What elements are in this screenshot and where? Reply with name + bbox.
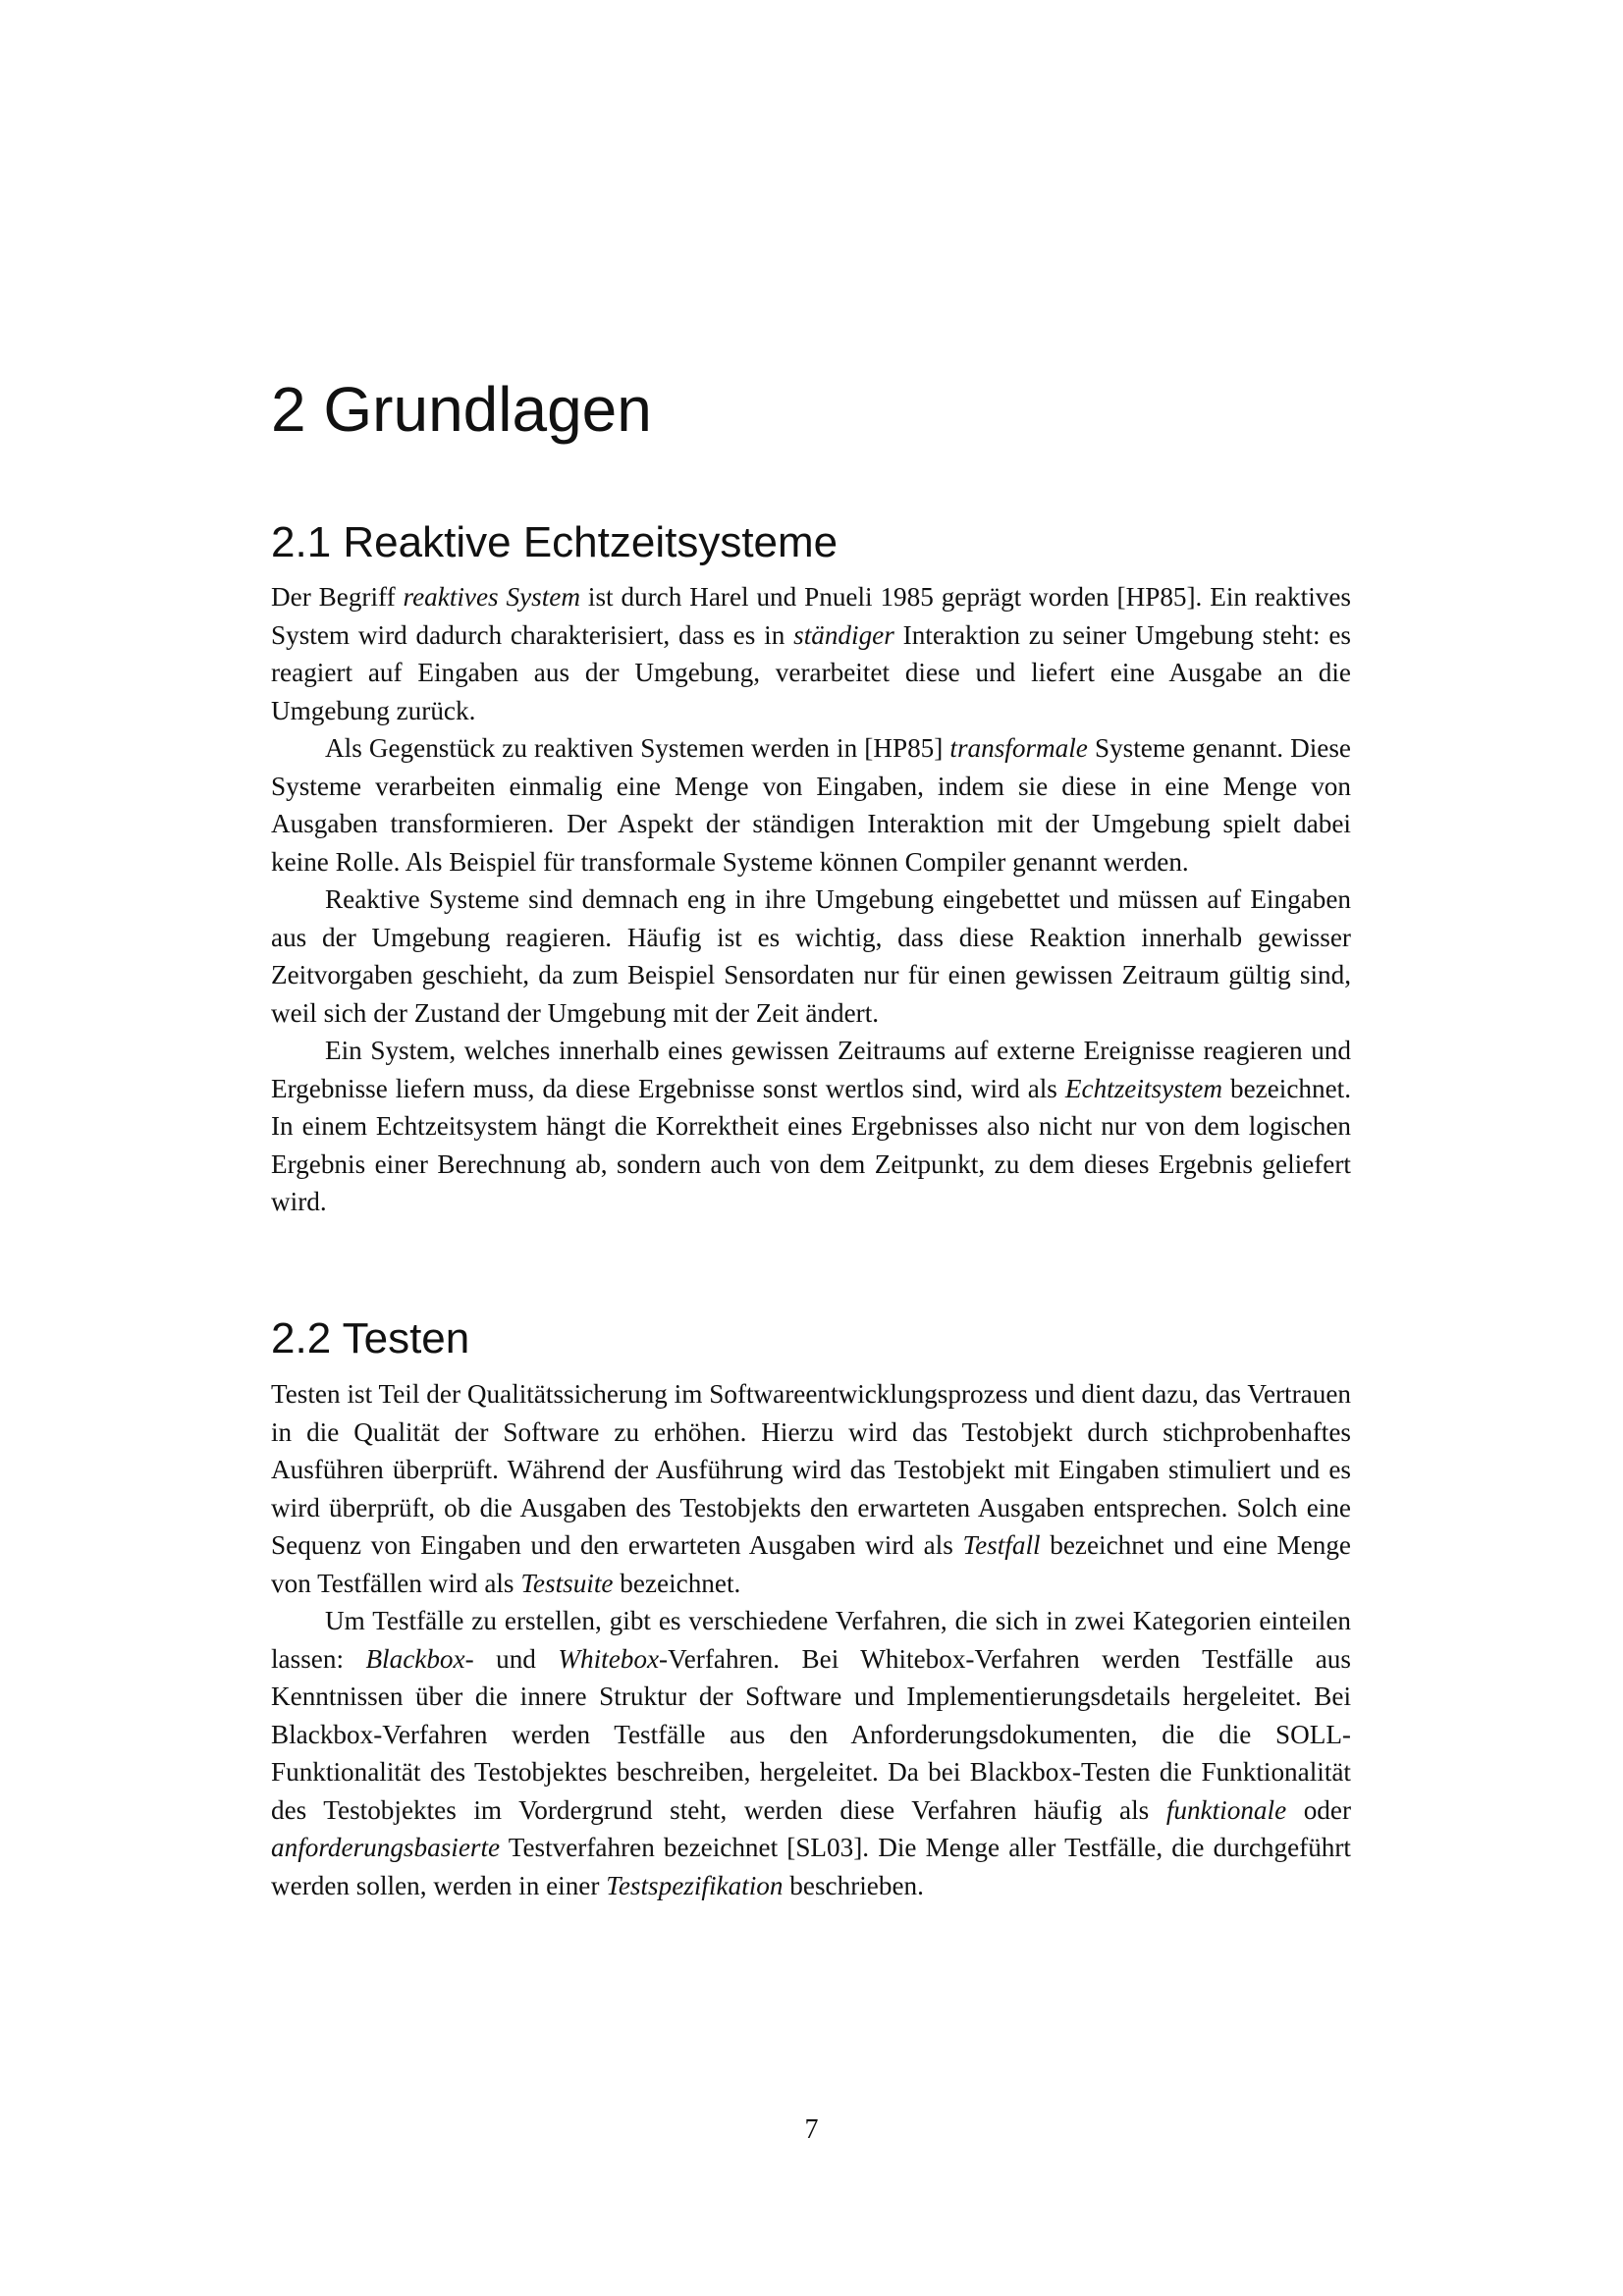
emphasized-term: funktionale: [1165, 1794, 1287, 1825]
paragraph: [271, 1375, 1351, 1602]
section-title: Reaktive Echtzeitsysteme: [343, 518, 839, 566]
paragraph: [271, 729, 1351, 881]
page-number: 7: [804, 2114, 819, 2145]
text-run: Als Gegenstück zu reaktiven Systemen werden in [HP85]: [325, 733, 950, 763]
chapter-heading: [271, 374, 652, 445]
section-number: 2.2: [271, 1314, 332, 1362]
text-run: Interaktion zu seiner Umgebung steht: es reagiert auf Eingaben aus der Umgebung, verarbeitet diese und liefert eine Ausgabe an die Umgebung zurück.: [271, 619, 1351, 725]
text-run: bezeichnet. In einem Echtzeitsystem hängt die Korrektheit eines Ergebnisses also nicht nur von dem logischen Ergebnis einer Berechnung ab, sondern auch von dem Zeitpunkt, zu dem dieses Ergebnis geliefert wird.: [271, 1073, 1351, 1216]
emphasized-term: Echtzeitsystem: [1064, 1073, 1222, 1103]
text-run: - und: [464, 1643, 559, 1674]
emphasized-term: ständiger: [793, 619, 894, 650]
text-run: Testen ist Teil der Qualitätssicherung im Softwareentwicklungsprozess und dient dazu, das Vertrauen in die Qualität der Software zu erhöhen. Hierzu wird das Testobjekt durch stichprobenhaftes Ausführen überprüft. Während der Ausführung wird das Testobjekt mit Eingaben stimuliert und es wird überprüft, ob die Ausgaben des Testobjekts den erwarteten Ausgaben entsprechen. Solch eine Sequenz von Eingaben und den erwarteten Ausgaben wird als: [271, 1379, 1351, 1560]
text-run: Reaktive Systeme sind demnach eng in ihre Umgebung eingebettet und müssen auf Eingaben aus der Umgebung reagieren. Häufig ist es wichtig, dass diese Reaktion innerhalb gewisser Zeitvorgaben geschieht, da zum Beispiel Sensordaten nur für einen gewissen Zeitraum gültig sind, weil sich der Zustand der Umgebung mit der Zeit ändert.: [271, 884, 1351, 1028]
section-title: Testen: [342, 1314, 470, 1362]
section-number: 2.1: [271, 518, 332, 566]
chapter-number: 2: [271, 374, 306, 445]
text-run: Systeme genannt. Diese Systeme verarbeiten einmalig eine Menge von Eingaben, indem sie diese in eine Menge von Ausgaben transformieren. Der Aspekt der ständigen Interaktion mit der Umgebung spielt dabei keine Rolle. Als Beispiel für transformale Systeme können Compiler genannt werden.: [271, 733, 1351, 877]
text-run: Der Begriff: [271, 582, 404, 612]
text-run: bezeichnet und eine Menge von Testfällen wird als: [271, 1530, 1351, 1598]
emphasized-term: reaktives System: [403, 582, 581, 612]
emphasized-term: Whitebox: [558, 1643, 660, 1674]
text-run: bezeichnet.: [613, 1568, 741, 1598]
text-run: oder: [1286, 1794, 1352, 1825]
emphasized-term: Testfall: [962, 1530, 1041, 1560]
paragraph: [271, 578, 1351, 729]
paragraph: [271, 881, 1351, 1032]
text-run: Um Testfälle zu erstellen, gibt es verschiedene Verfahren, die sich in zwei Kategorien einteilen lassen:: [271, 1606, 1351, 1674]
emphasized-term: anforderungsbasierte: [271, 1833, 501, 1862]
text-run: -Verfahren. Bei Whitebox-Verfahren werden Testfälle aus Kenntnissen über die innere Struktur der Software und Implementierungsdetails hergeleitet. Bei Blackbox-Verfahren werden Testfälle aus den Anforderungsdokumenten, die die SOLL-Funktionalität des Testobjektes beschreiben, hergeleitet. Da bei Blackbox-Testen die Funktionalität des Testobjektes im Vordergrund steht, werden diese Verfahren häufig als: [271, 1643, 1351, 1825]
paragraph: [271, 1032, 1351, 1221]
chapter-title: Grundlagen: [323, 374, 652, 445]
text-run: beschrieben.: [783, 1870, 924, 1900]
text-run: Testverfahren bezeichnet [SL03]. Die Menge aller Testfälle, die durchgeführt werden sollen, werden in einer: [271, 1833, 1351, 1900]
emphasized-term: Testsuite: [520, 1568, 614, 1598]
text-run: Ein System, welches innerhalb eines gewissen Zeitraums auf externe Ereignisse reagieren und Ergebnisse liefern muss, da diese Ergebnisse sonst wertlos sind, wird als: [271, 1036, 1351, 1103]
section-body-testen: [271, 1375, 1351, 1904]
text-run: ist durch Harel und Pnueli 1985 geprägt worden [HP85]. Ein reaktives System wird dadurch charakterisiert, dass es in: [271, 582, 1351, 650]
emphasized-term: Testspezifikation: [606, 1870, 784, 1900]
paragraph: [271, 1602, 1351, 1904]
emphasized-term: transformale: [949, 733, 1088, 763]
section-heading-testen: [271, 1314, 470, 1362]
section-heading-reaktive-echtzeitsysteme: [271, 518, 839, 566]
section-body-reaktive-echtzeitsysteme: [271, 578, 1351, 1221]
emphasized-term: Blackbox: [365, 1643, 465, 1674]
